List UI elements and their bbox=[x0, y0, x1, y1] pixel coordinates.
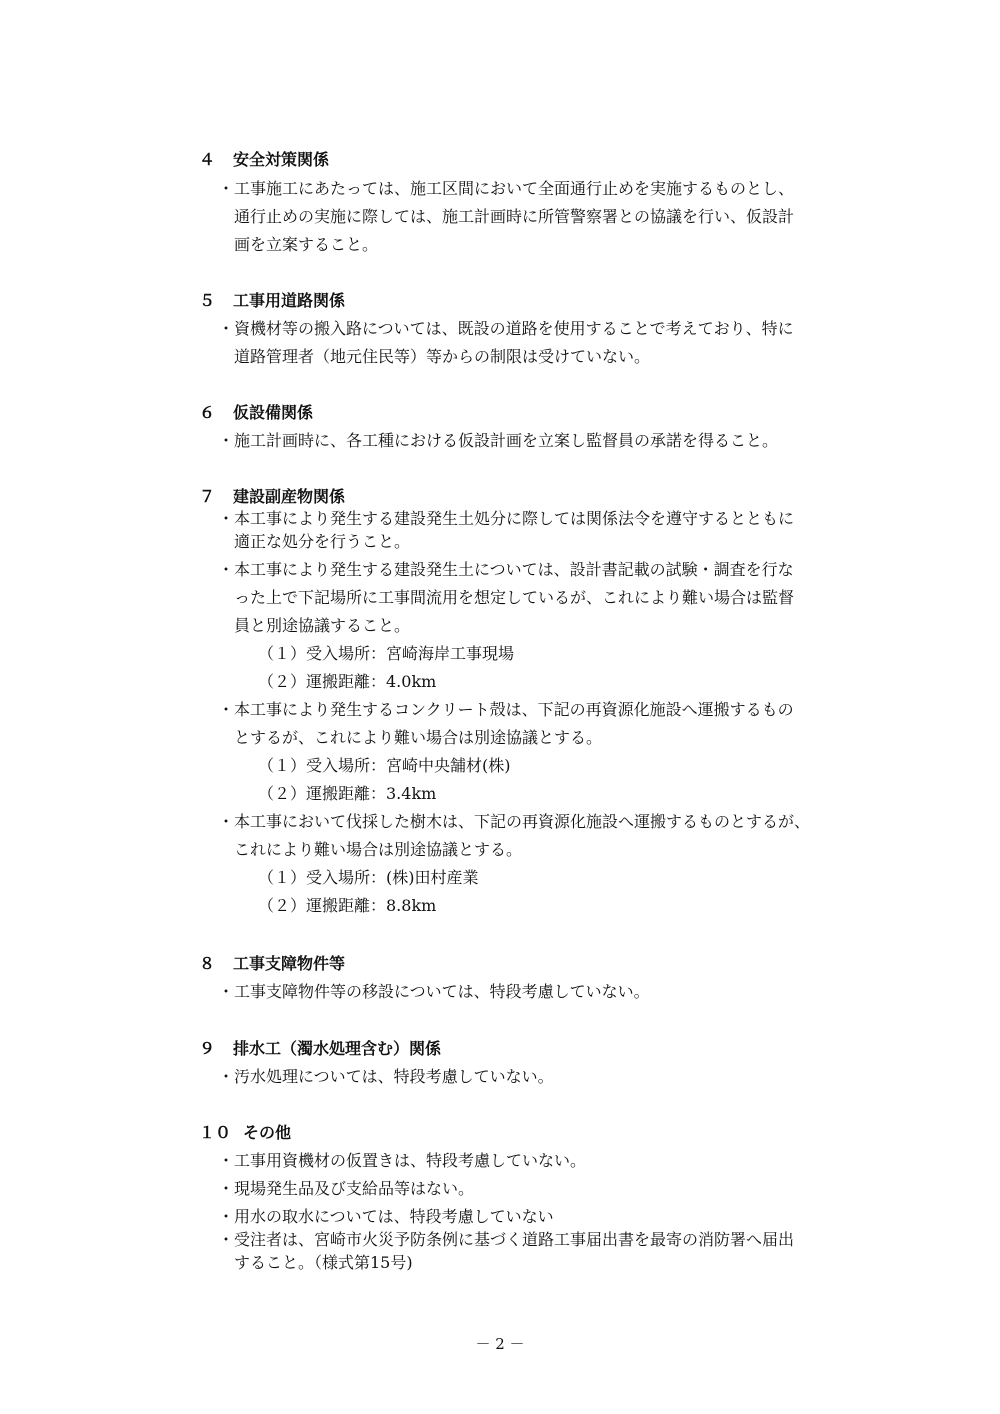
bullet-line: ・現場発生品及び支給品等はない。 bbox=[218, 1179, 475, 1198]
bullet-line: ・本工事により発生する建設発生土については、設計書記載の試験・調査を行な bbox=[218, 560, 794, 579]
sub-item-line: （１）受入場所：(株)田村産業 bbox=[258, 868, 479, 887]
bullet-line: ・汚水処理については、特段考慮していない。 bbox=[218, 1067, 554, 1086]
page-number: － 2 － bbox=[475, 1335, 525, 1353]
section-heading-7: ７ 建設副産物関係 bbox=[199, 487, 346, 506]
bullet-line: ・用水の取水については、特段考慮していない bbox=[218, 1207, 554, 1226]
bullet-line: ・工事施工にあたっては、施工区間において全面通行止めを実施するものとし、 bbox=[218, 179, 795, 198]
bullet-line: ・本工事において伐採した樹木は、下記の再資源化施設へ運搬するものとするが、 bbox=[218, 812, 811, 831]
bullet-line: ・本工事により発生するコンクリート殻は、下記の再資源化施設へ運搬するもの bbox=[218, 700, 794, 719]
sub-item-line: （１）受入場所：宮崎中央舗材(株) bbox=[258, 756, 511, 775]
bullet-line: ・資機材等の搬入路については、既設の道路を使用することで考えており、特に bbox=[218, 319, 794, 338]
sub-item-line: （２）運搬距離：8.8km bbox=[258, 896, 437, 915]
section-heading-10: １０ その他 bbox=[199, 1123, 292, 1142]
section-heading-5: ５ 工事用道路関係 bbox=[199, 291, 346, 310]
continuation-line: 通行止めの実施に際しては、施工計画時に所管警察署との協議を行い、仮設計 bbox=[234, 207, 795, 226]
continuation-line: とするが、これにより難い場合は別途協議とする。 bbox=[234, 728, 603, 747]
bullet-line: ・工事支障物件等の移設については、特段考慮していない。 bbox=[218, 982, 650, 1001]
continuation-line: った上で下記場所に工事間流用を想定しているが、これにより難い場合は監督 bbox=[234, 588, 795, 607]
continuation-line: すること。（様式第15号) bbox=[234, 1253, 413, 1272]
bullet-line: ・本工事により発生する建設発生土処分に際しては関係法令を遵守するとともに bbox=[218, 509, 795, 528]
bullet-line: ・工事用資機材の仮置きは、特段考慮していない。 bbox=[218, 1151, 587, 1170]
sub-item-line: （２）運搬距離：4.0km bbox=[258, 672, 437, 691]
continuation-line: 適正な処分を行うこと。 bbox=[234, 532, 411, 551]
section-heading-8: ８ 工事支障物件等 bbox=[199, 954, 346, 973]
bullet-line: ・施工計画時に、各工種における仮設計画を立案し監督員の承諾を得ること。 bbox=[218, 431, 779, 450]
section-heading-6: ６ 仮設備関係 bbox=[199, 403, 314, 422]
continuation-line: 員と別途協議すること。 bbox=[234, 616, 411, 635]
continuation-line: 道路管理者（地元住民等）等からの制限は受けていない。 bbox=[234, 347, 651, 366]
bullet-line: ・受注者は、宮崎市火災予防条例に基づく道路工事届出書を最寄の消防署へ届出 bbox=[218, 1230, 795, 1249]
continuation-line: これにより難い場合は別途協議とする。 bbox=[234, 840, 523, 859]
sub-item-line: （２）運搬距離：3.4km bbox=[258, 784, 437, 803]
section-heading-9: ９ 排水工（濁水処理含む）関係 bbox=[199, 1039, 442, 1058]
sub-item-line: （１）受入場所：宮崎海岸工事現場 bbox=[258, 644, 515, 663]
section-heading-4: ４ 安全対策関係 bbox=[199, 150, 330, 169]
continuation-line: 画を立案すること。 bbox=[234, 235, 379, 254]
